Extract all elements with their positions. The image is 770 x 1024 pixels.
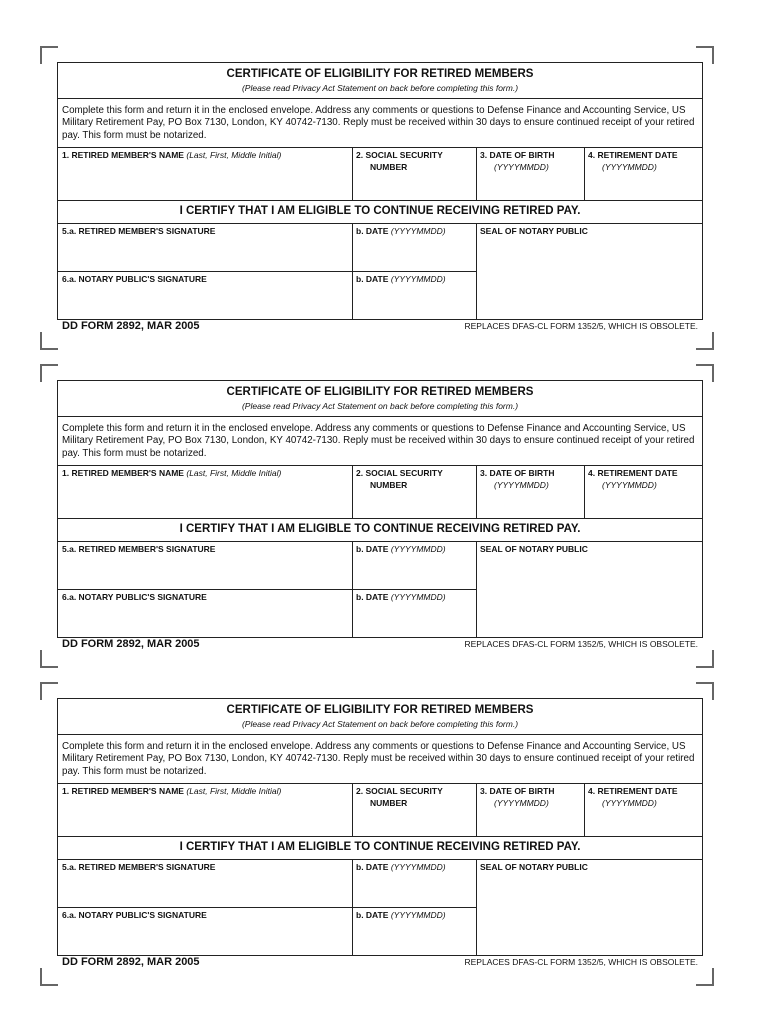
field-label: 2. SOCIAL SECURITY (356, 786, 443, 796)
field-label: SEAL OF NOTARY PUBLIC (480, 226, 588, 236)
field-label: b. DATE (356, 910, 389, 920)
notary-signature-field[interactable] (58, 907, 352, 955)
field-hint: (YYYYMMDD) (390, 910, 446, 920)
field-hint: (YYYYMMDD) (602, 479, 657, 490)
crop-mark-bottom-left (40, 968, 58, 986)
field-label-line2: NUMBER (370, 797, 408, 808)
crop-mark-top-left (40, 46, 58, 64)
notary-signature-field[interactable] (58, 271, 352, 319)
field-hint: (YYYYMMDD) (494, 479, 549, 490)
field-hint: (YYYYMMDD) (390, 592, 446, 602)
field-label: 3. DATE OF BIRTH (480, 468, 555, 478)
date-of-birth-field[interactable] (476, 147, 584, 200)
field-label: 1. RETIRED MEMBER'S NAME (62, 468, 184, 478)
field-label: 6.a. NOTARY PUBLIC'S SIGNATURE (62, 274, 207, 284)
crop-mark-top-left (40, 364, 58, 382)
divider (58, 416, 702, 417)
member-signature-field[interactable] (58, 859, 352, 907)
certificate-form (57, 62, 703, 320)
form-subtitle: (Please read Privacy Act Statement on back before completing this form.) (241, 83, 519, 93)
field-label: 3. DATE OF BIRTH (480, 150, 555, 160)
field-label: 2. SOCIAL SECURITY (356, 150, 443, 160)
retirement-date-field[interactable] (584, 783, 702, 836)
field-label: 2. SOCIAL SECURITY (356, 468, 443, 478)
field-label: 6.a. NOTARY PUBLIC'S SIGNATURE (62, 910, 207, 920)
field-hint: (YYYYMMDD) (602, 161, 657, 172)
field-label: 1. RETIRED MEMBER'S NAME (62, 150, 184, 160)
form-number: DD FORM 2892, MAR 2005 (62, 638, 200, 650)
field-label: 5.a. RETIRED MEMBER'S SIGNATURE (62, 544, 216, 554)
field-hint: (Last, First, Middle Initial) (186, 786, 282, 796)
field-hint: (YYYYMMDD) (494, 161, 549, 172)
field-label: 6.a. NOTARY PUBLIC'S SIGNATURE (62, 592, 207, 602)
retirement-date-field[interactable] (584, 465, 702, 518)
form-subtitle: (Please read Privacy Act Statement on back before completing this form.) (241, 401, 519, 411)
member-signature-date-field[interactable] (352, 541, 476, 589)
ssn-field[interactable] (352, 783, 476, 836)
field-hint: (Last, First, Middle Initial) (186, 468, 282, 478)
field-label: 5.a. RETIRED MEMBER'S SIGNATURE (62, 226, 216, 236)
notary-signature-date-field[interactable] (352, 589, 476, 637)
ssn-field[interactable] (352, 465, 476, 518)
field-hint: (YYYYMMDD) (390, 544, 446, 554)
field-label: 1. RETIRED MEMBER'S NAME (62, 786, 184, 796)
field-label-line2: NUMBER (370, 479, 408, 490)
field-label: b. DATE (356, 862, 389, 872)
divider (58, 836, 702, 837)
member-signature-field[interactable] (58, 223, 352, 271)
field-hint: (YYYYMMDD) (390, 862, 446, 872)
certification-statement: I CERTIFY THAT I AM ELIGIBLE TO CONTINUE RECEIVING RETIRED PAY. (179, 841, 581, 853)
field-label: 4. RETIREMENT DATE (588, 468, 678, 478)
notary-signature-field[interactable] (58, 589, 352, 637)
replaces-notice: REPLACES DFAS-CL FORM 1352/5, WHICH IS OBSOLETE. (464, 321, 698, 331)
form-title: CERTIFICATE OF ELIGIBILITY FOR RETIRED MEMBERS (226, 386, 534, 398)
field-label-line2: NUMBER (370, 161, 408, 172)
retirement-date-field[interactable] (584, 147, 702, 200)
notary-seal-area (476, 223, 702, 319)
notary-seal-area (476, 859, 702, 955)
field-label: 4. RETIREMENT DATE (588, 150, 678, 160)
certification-statement: I CERTIFY THAT I AM ELIGIBLE TO CONTINUE RECEIVING RETIRED PAY. (179, 523, 581, 535)
divider (58, 734, 702, 735)
replaces-notice: REPLACES DFAS-CL FORM 1352/5, WHICH IS OBSOLETE. (464, 957, 698, 967)
field-hint: (YYYYMMDD) (494, 797, 549, 808)
member-signature-field[interactable] (58, 541, 352, 589)
member-signature-date-field[interactable] (352, 859, 476, 907)
retired-member-name-field[interactable] (58, 465, 352, 518)
certificate-form (57, 698, 703, 956)
form-number: DD FORM 2892, MAR 2005 (62, 956, 200, 968)
field-label: b. DATE (356, 226, 389, 236)
replaces-notice: REPLACES DFAS-CL FORM 1352/5, WHICH IS OBSOLETE. (464, 639, 698, 649)
crop-mark-bottom-left (40, 332, 58, 350)
form-title: CERTIFICATE OF ELIGIBILITY FOR RETIRED MEMBERS (226, 68, 534, 80)
crop-mark-bottom-left (40, 650, 58, 668)
form-title: CERTIFICATE OF ELIGIBILITY FOR RETIRED MEMBERS (226, 704, 534, 716)
form-instructions: Complete this form and return it in the enclosed envelope. Address any comments or questions to Defense Finance and Accounting Service, US Military Retirement Pay, PO Box 7130, London, KY 40742-7130. Reply must be received within 30 days to ensure continued receipt of your retired pay. This form must be notarized. (62, 105, 695, 141)
field-label: b. DATE (356, 274, 389, 284)
field-label: SEAL OF NOTARY PUBLIC (480, 862, 588, 872)
ssn-field[interactable] (352, 147, 476, 200)
field-label: 3. DATE OF BIRTH (480, 786, 555, 796)
field-hint: (Last, First, Middle Initial) (186, 150, 282, 160)
form-instructions: Complete this form and return it in the enclosed envelope. Address any comments or questions to Defense Finance and Accounting Service, US Military Retirement Pay, PO Box 7130, London, KY 40742-7130. Reply must be received within 30 days to ensure continued receipt of your retired pay. This form must be notarized. (62, 423, 695, 459)
crop-mark-top-left (40, 682, 58, 700)
certificate-form (57, 380, 703, 638)
field-hint: (YYYYMMDD) (602, 797, 657, 808)
field-label: b. DATE (356, 544, 389, 554)
member-signature-date-field[interactable] (352, 223, 476, 271)
date-of-birth-field[interactable] (476, 783, 584, 836)
field-hint: (YYYYMMDD) (390, 226, 446, 236)
divider (58, 518, 702, 519)
crop-mark-bottom-right (696, 968, 714, 986)
crop-mark-bottom-right (696, 332, 714, 350)
crop-mark-bottom-right (696, 650, 714, 668)
divider (58, 98, 702, 99)
field-hint: (YYYYMMDD) (390, 274, 446, 284)
field-label: b. DATE (356, 592, 389, 602)
form-subtitle: (Please read Privacy Act Statement on back before completing this form.) (241, 719, 519, 729)
field-label: 5.a. RETIRED MEMBER'S SIGNATURE (62, 862, 216, 872)
form-instructions: Complete this form and return it in the enclosed envelope. Address any comments or questions to Defense Finance and Accounting Service, US Military Retirement Pay, PO Box 7130, London, KY 40742-7130. Reply must be received within 30 days to ensure continued receipt of your retired pay. This form must be notarized. (62, 741, 695, 777)
field-label: SEAL OF NOTARY PUBLIC (480, 544, 588, 554)
form-number: DD FORM 2892, MAR 2005 (62, 320, 200, 332)
certification-statement: I CERTIFY THAT I AM ELIGIBLE TO CONTINUE RECEIVING RETIRED PAY. (179, 205, 581, 217)
retired-member-name-field[interactable] (58, 783, 352, 836)
field-label: 4. RETIREMENT DATE (588, 786, 678, 796)
divider (58, 200, 702, 201)
date-of-birth-field[interactable] (476, 465, 584, 518)
notary-signature-date-field[interactable] (352, 907, 476, 955)
notary-signature-date-field[interactable] (352, 271, 476, 319)
retired-member-name-field[interactable] (58, 147, 352, 200)
notary-seal-area (476, 541, 702, 637)
